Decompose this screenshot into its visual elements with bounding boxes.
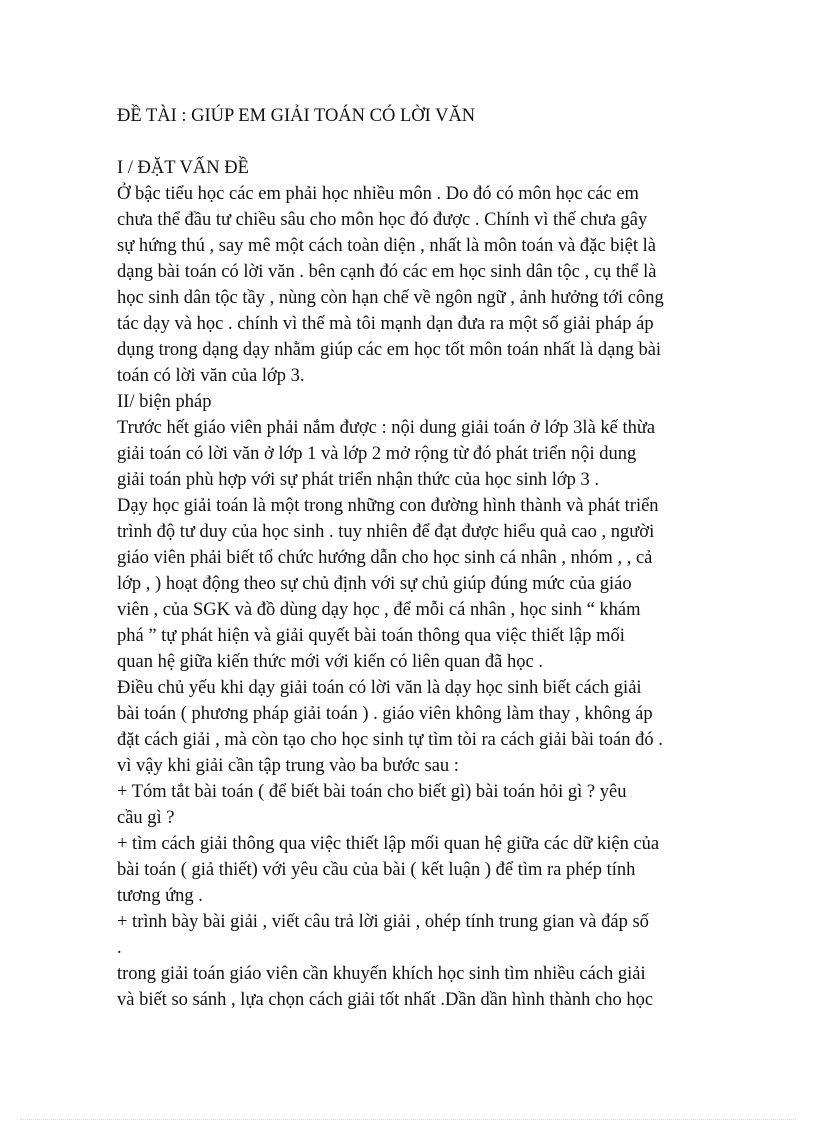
document-title: ĐỀ TÀI : GIÚP EM GIẢI TOÁN CÓ LỜI VĂN: [117, 106, 476, 126]
text-line: sự hứng thú , say mê một cách toàn diện , nhất là môn toán và đặc biệt là: [117, 236, 656, 256]
text-line: học sinh dân tộc tầy , nùng còn hạn chế về ngôn ngữ , ảnh hưởng tới công: [117, 288, 664, 308]
section-heading-1: I / ĐẶT VẤN ĐỀ: [117, 158, 249, 178]
text-line: phá ” tự phát hiện và giải quyết bài toán thông qua việc thiết lập mối: [117, 626, 625, 646]
text-line: tác dạy và học . chính vì thế mà tôi mạnh dạn đưa ra một số giải pháp áp: [117, 314, 654, 334]
text-line: chưa thể đầu tư chiều sâu cho môn học đó được . Chính vì thế chưa gây: [117, 210, 648, 230]
text-line: bài toán ( phương pháp giải toán ) . giáo viên không làm thay , không áp: [117, 704, 653, 724]
text-line: + Tóm tắt bài toán ( để biết bài toán cho biết gì) bài toán hỏi gì ? yêu: [117, 782, 627, 802]
text-line: Dạy học giải toán là một trong những con đường hình thành và phát triển: [117, 496, 659, 516]
text-line: bài toán ( giả thiết) với yêu cầu của bài ( kết luận ) để tìm ra phép tính: [117, 860, 636, 880]
text-line: lớp , ) hoạt động theo sự chủ định với sự chủ giúp đúng mức của giáo: [117, 574, 632, 594]
text-line: viên , của SGK và đồ dùng dạy học , để mỗi cá nhân , học sinh “ khám: [117, 600, 641, 620]
text-line: và biết so sánh , lựa chọn cách giải tốt nhất .Dần dần hình thành cho học: [117, 990, 654, 1010]
text-line: Ở bậc tiểu học các em phải học nhiều môn . Do đó có môn học các em: [117, 184, 639, 204]
text-line: đặt cách giải , mà còn tạo cho học sinh tự tìm tòi ra cách giải bài toán đó .: [117, 730, 663, 750]
text-line: + trình bày bài giải , viết câu trả lời giải , ohép tính trung gian và đáp số: [117, 912, 649, 932]
text-line: trình độ tư duy của học sinh . tuy nhiên để đạt được hiểu quả cao , người: [117, 522, 655, 542]
section-heading-2: II/ biện pháp: [117, 392, 212, 412]
text-line: dụng trong dạng dạy nhằm giúp các em học tốt môn toán nhất là dạng bài: [117, 340, 662, 360]
text-line: quan hệ giữa kiến thức mới với kiến có liên quan đã học .: [117, 652, 543, 672]
text-line: vì vậy khi giải cần tập trung vào ba bước sau :: [117, 756, 459, 776]
title-spacer: [117, 129, 717, 155]
text-line: tương ứng .: [117, 886, 203, 906]
text-line: giáo viên phải biết tổ chức hướng dẫn cho học sinh cá nhân , nhóm , , cả: [117, 548, 653, 568]
text-line: trong giải toán giáo viên cần khuyến khích học sinh tìm nhiều cách giải: [117, 964, 646, 984]
text-line: + tìm cách giải thông qua việc thiết lập mối quan hệ giữa các dữ kiện của: [117, 834, 660, 854]
text-line: giải toán phù hợp với sự phát triển nhận thức của học sinh lớp 3 .: [117, 470, 600, 490]
text-line: giải toán có lời văn ở lớp 1 và lớp 2 mở rộng từ đó phát triển nội dung: [117, 444, 637, 464]
document-body: [117, 103, 717, 1013]
text-line: cầu gì ?: [117, 808, 175, 828]
text-line: Điều chủ yếu khi dạy giải toán có lời văn là dạy học sinh biết cách giải: [117, 678, 642, 698]
text-line: dạng bài toán có lời văn . bên cạnh đó các em học sinh dân tộc , cụ thể là: [117, 262, 657, 282]
text-line: Trước hết giáo viên phải nắm được : nội dung giải toán ở lớp 3là kế thừa: [117, 418, 656, 438]
text-line: .: [117, 938, 122, 958]
page-bottom-rule: [20, 1119, 796, 1120]
text-line: toán có lời văn của lớp 3.: [117, 366, 305, 386]
